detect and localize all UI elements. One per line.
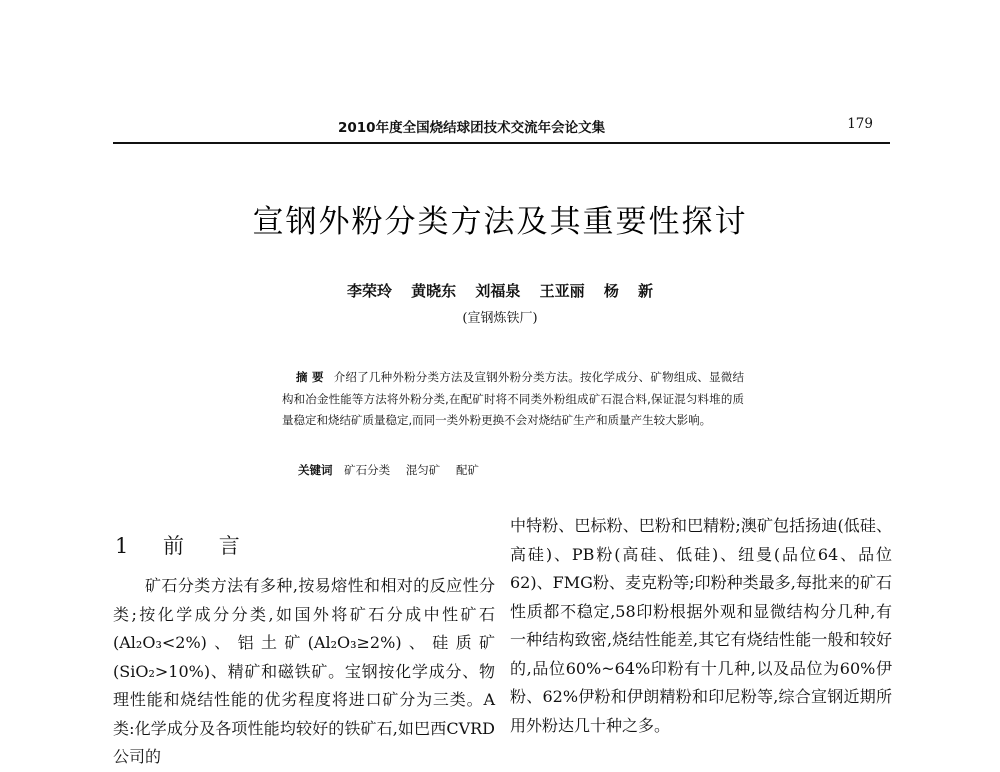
left-column <box>113 572 495 772</box>
keywords-label: 关键词 <box>298 463 333 477</box>
paper-title: 宣钢外粉分类方法及其重要性探讨 <box>252 204 748 240</box>
keyword: 矿石分类 <box>344 463 391 477</box>
body-paragraph: 矿石分类方法有多种,按易熔性和相对的反应性分类;按化学成分分类,如国外将矿石分成中性矿石(Al₂O₃<2%)、铝土矿(Al₂O₃≥2%)、硅质矿(SiO₂>10%)、精矿和磁铁矿。宝钢按化学成分、物理性能和烧结性能的优劣程度将进口矿分为三类。A类:化学成分及各项性能均较好的铁矿石,如巴西CVRD公司的 <box>113 576 495 766</box>
journal-title: 2010年度全国烧结球团技术交流年会论文集 <box>338 120 606 136</box>
right-column <box>510 512 892 740</box>
author-list: 李荣玲 黄晓东 刘福泉 王亚丽 杨 新 <box>346 282 654 300</box>
keywords <box>298 462 758 478</box>
section-heading: 1 前 言 <box>115 534 254 558</box>
keyword: 混匀矿 <box>405 463 441 477</box>
affiliation: (宣钢炼铁厂) <box>462 311 538 326</box>
abstract <box>282 367 744 432</box>
keyword: 配矿 <box>455 463 479 477</box>
abstract-text: 介绍了几种外粉分类方法及宣钢外粉分类方法。按化学成分、矿物组成、显微结构和冶金性能等方法将外粉分类,在配矿时将不同类外粉组成矿石混合料,保证混匀料堆的质量稳定和烧结矿质量稳定,而同一类外粉更换不会对烧结矿生产和质量产生较大影响。 <box>282 370 744 427</box>
abstract-label: 摘 要 <box>296 370 324 384</box>
header-rule <box>113 142 890 144</box>
body-paragraph: 中特粉、巴标粉、巴粉和巴精粉;澳矿包括扬迪(低硅、高硅)、PB粉(高硅、低硅)、纽曼(品位64、品位62)、FMG粉、麦克粉等;印粉种类最多,每批来的矿石性质都不稳定,58印粉根据外观和显微结构分几种,有一种结构致密,烧结性能差,其它有烧结性能一般和较好的,品位60%~64%印粉有十几种,以及品位为60%伊粉、62%伊粉和伊朗精粉和印尼粉等,综合宣钢近期所用外粉达几十种之多。 <box>510 516 892 735</box>
running-head <box>113 116 887 138</box>
page-number: 179 <box>847 116 873 132</box>
